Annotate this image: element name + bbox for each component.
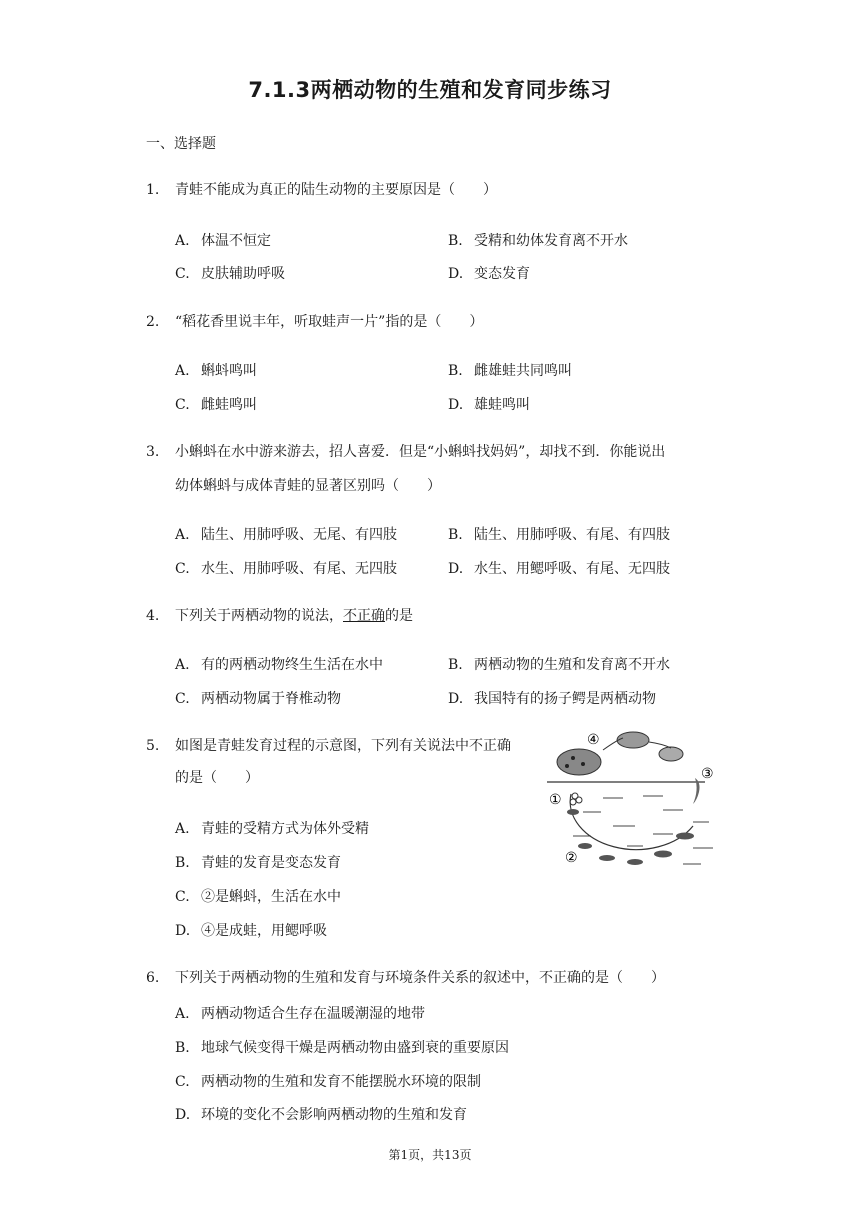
option-letter: A.	[175, 657, 190, 673]
option-d	[448, 263, 530, 283]
option-text: 环境的变化不会影响两栖动物的生殖和发育	[201, 1107, 467, 1123]
option-letter: D.	[448, 691, 464, 707]
option-text: 两栖动物的生殖和发育不能摆脱水环境的限制	[201, 1074, 481, 1090]
label-three: ③	[701, 766, 714, 782]
section-heading: 一、选择题	[146, 136, 216, 152]
question-text: 青蛙不能成为真正的陆生动物的主要原因是（ ）	[175, 182, 497, 198]
option-a	[175, 230, 271, 250]
option-b	[175, 852, 341, 872]
option-b	[175, 1037, 509, 1057]
option-text: 变态发育	[474, 266, 530, 282]
option-a	[175, 1003, 425, 1023]
option-letter: C.	[175, 397, 190, 413]
option-text: 皮肤辅助呼吸	[201, 266, 285, 282]
option-text: 我国特有的扬子鳄是两栖动物	[474, 691, 656, 707]
option-text: 水生、用肺呼吸、有尾、无四肢	[201, 561, 397, 577]
option-text: ②是蝌蚪，生活在水中	[201, 889, 341, 905]
option-d	[175, 920, 327, 940]
option-letter: B.	[448, 657, 463, 673]
question-text: 下列关于两栖动物的生殖和发育与环境条件关系的叙述中，不正确的是（ ）	[175, 970, 665, 986]
label-one: ①	[549, 792, 562, 808]
option-text: ④是成蛙，用鳃呼吸	[201, 923, 327, 939]
option-letter: D.	[175, 923, 191, 939]
question-text-line-1: 小蝌蚪在水中游来游去，招人喜爱．但是“小蝌蚪找妈妈”，却找不到．你能说出	[175, 444, 666, 460]
option-letter: D.	[448, 397, 464, 413]
option-letter: C.	[175, 1074, 190, 1090]
option-text: 体温不恒定	[201, 233, 271, 249]
option-letter: A.	[175, 363, 190, 379]
option-letter: A.	[175, 233, 190, 249]
option-letter: C.	[175, 266, 190, 282]
option-text: 两栖动物适合生存在温暖潮湿的地带	[201, 1006, 425, 1022]
question-text-line-2: 的是（ ）	[175, 770, 259, 786]
option-letter: A.	[175, 1006, 190, 1022]
option-c	[175, 688, 341, 708]
option-letter: C.	[175, 561, 190, 577]
option-letter: C.	[175, 889, 190, 905]
option-b	[448, 230, 628, 250]
option-letter: A.	[175, 821, 190, 837]
option-letter: A.	[175, 527, 190, 543]
question-number: 2.	[146, 314, 160, 330]
underlined-keyword: 不正确	[343, 608, 385, 624]
option-text: 两栖动物属于脊椎动物	[201, 691, 341, 707]
option-letter: D.	[175, 1107, 191, 1123]
option-letter: B.	[175, 855, 190, 871]
question-number: 3.	[146, 444, 160, 460]
option-letter: B.	[448, 527, 463, 543]
option-letter: D.	[448, 561, 464, 577]
option-letter: B.	[448, 363, 463, 379]
option-text: 蝌蚪鸣叫	[201, 363, 257, 379]
question-text-line-1: 如图是青蛙发育过程的示意图，下列有关说法中不正确	[175, 738, 511, 754]
frog-eggs	[570, 793, 582, 805]
cycle-arc	[570, 794, 693, 850]
frog-life-cycle-diagram	[543, 726, 723, 874]
page-footer: 第1页，共13页	[388, 1148, 472, 1162]
option-text: 雄蛙鸣叫	[474, 397, 530, 413]
option-a	[175, 524, 397, 544]
option-letter: B.	[448, 233, 463, 249]
option-d	[448, 558, 670, 578]
option-c	[175, 394, 257, 414]
option-d	[175, 1104, 467, 1124]
option-a	[175, 818, 369, 838]
question-number: 1.	[146, 182, 160, 198]
option-b	[448, 524, 670, 544]
option-text: 受精和幼体发育离不开水	[474, 233, 628, 249]
option-c	[175, 886, 341, 906]
option-text: 有的两栖动物终生生活在水中	[201, 657, 383, 673]
option-text: 陆生、用肺呼吸、有尾、有四肢	[474, 527, 670, 543]
option-d	[448, 688, 656, 708]
label-two: ②	[565, 850, 578, 866]
option-text: 水生、用鳃呼吸、有尾、无四肢	[474, 561, 670, 577]
tadpoles	[567, 809, 694, 865]
option-letter: C.	[175, 691, 190, 707]
option-a	[175, 654, 383, 674]
question-number: 4.	[146, 608, 160, 624]
option-c	[175, 558, 397, 578]
adult-frogs	[557, 732, 683, 775]
option-text: 陆生、用肺呼吸、无尾、有四肢	[201, 527, 397, 543]
question-text-after: 的是	[385, 608, 413, 624]
option-letter: B.	[175, 1040, 190, 1056]
question-text-before: 下列关于两栖动物的说法，	[175, 608, 343, 624]
option-b	[448, 360, 572, 380]
option-text: 青蛙的受精方式为体外受精	[201, 821, 369, 837]
option-letter: D.	[448, 266, 464, 282]
option-text: 雌雄蛙共同鸣叫	[474, 363, 572, 379]
option-d	[448, 394, 530, 414]
option-text: 雌蛙鸣叫	[201, 397, 257, 413]
option-c	[175, 1071, 481, 1091]
option-c	[175, 263, 285, 283]
question-text: “稻花香里说丰年，听取蛙声一片”指的是（ ）	[175, 314, 484, 330]
option-text: 地球气候变得干燥是两栖动物由盛到衰的重要原因	[201, 1040, 509, 1056]
option-b	[448, 654, 670, 674]
water-dashes	[573, 796, 713, 864]
option-text: 青蛙的发育是变态发育	[201, 855, 341, 871]
question-text	[175, 606, 720, 626]
question-text-line-2: 幼体蝌蚪与成体青蛙的显著区别吗（ ）	[175, 478, 441, 494]
page-title: 7.1.3两栖动物的生殖和发育同步练习	[248, 78, 612, 102]
label-four: ④	[587, 732, 600, 748]
option-a	[175, 360, 257, 380]
option-text: 两栖动物的生殖和发育离不开水	[474, 657, 670, 673]
question-number: 6.	[146, 970, 160, 986]
question-number: 5.	[146, 738, 160, 754]
